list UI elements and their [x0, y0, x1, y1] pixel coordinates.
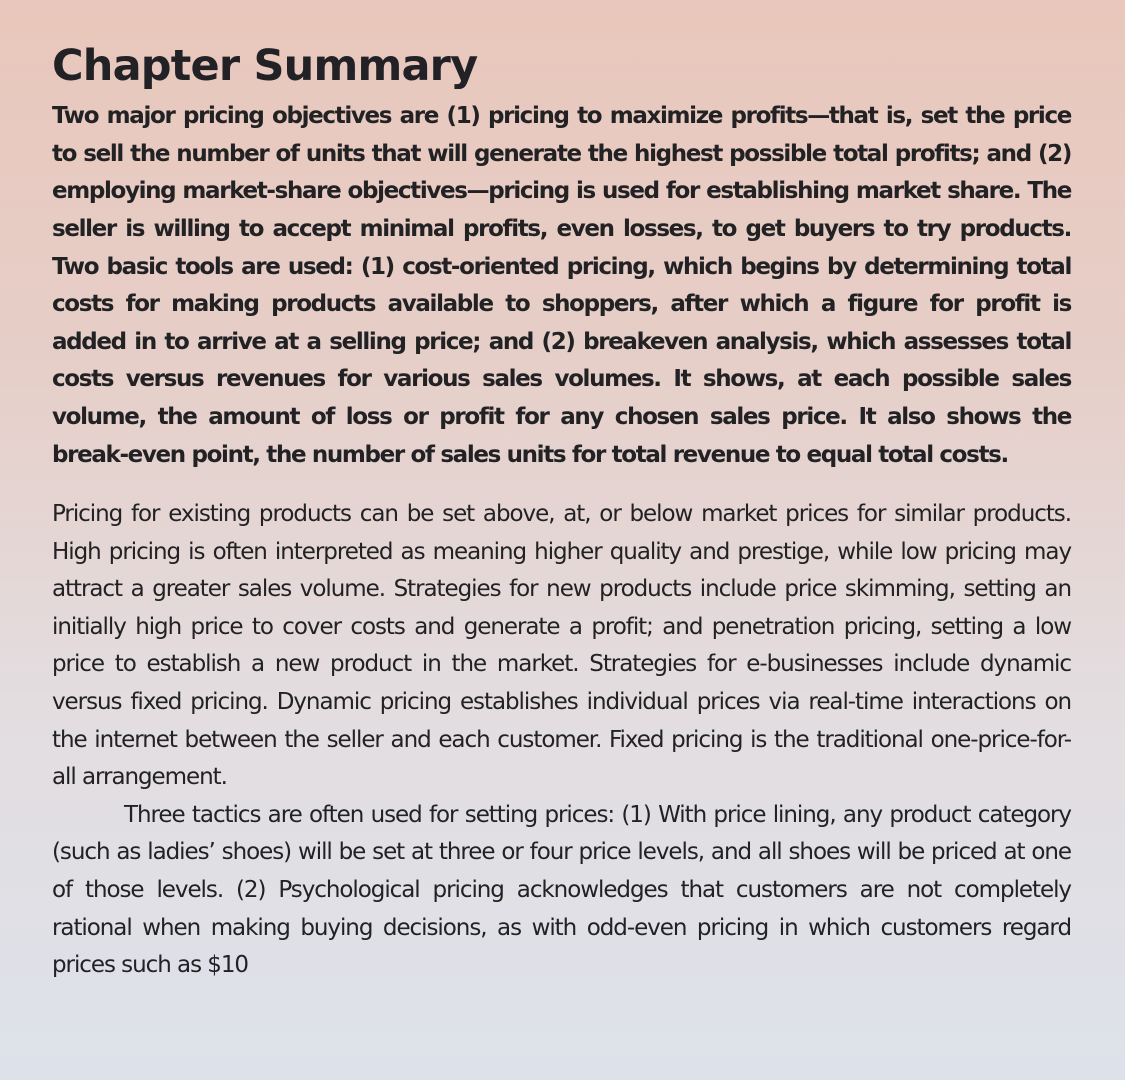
summary-paragraph-1: Two major pricing objectives are (1) pricing to maximize profits—that is, set the price to sell the number of units that will generate the highest possible total profits; and (2) employing market-share objectives—pricing is used for establishing market share. The seller is willing to accept minimal profits, even losses, to get buyers to try products. Two basic tools are used: (1) cost-oriented pricing, which begins by determining total costs for making products available to shoppers, after which a figure for profit is added in to arrive at a selling price; and (2) breakeven analysis, which assesses total costs versus revenues for various sales volumes. It shows, at each possible sales volume, the amount of loss or profit for any chosen sales price. It also shows the break-even point, the number of sales units for total revenue to equal total costs. — [52, 103, 1071, 468]
summary-paragraph-3: Three tactics are often used for setting prices: (1) With price lining, any product category (such as ladies’ shoes) will be set at three or four price levels, and all shoes will be priced at one of those levels. (2) Psychological pricing acknowledges that customers are not completely rational when making buying decisions, as with odd-even pricing in which customers regard prices such as $10 — [52, 801, 1071, 979]
chapter-title: Chapter Summary — [52, 41, 478, 91]
summary-paragraph-2: Pricing for existing products can be set above, at, or below market prices for similar products. High pricing is often interpreted as meaning higher quality and prestige, while low pricing may attract a greater sales volume. Strategies for new products include price skimming, setting an initially high price to cover costs and generate a profit; and penetration pricing, setting a low price to establish a new product in the market. Strategies for e-businesses include dynamic versus fixed pricing. Dynamic pricing establishes individual prices via real-time interactions on the internet between the seller and each customer. Fixed pricing is the traditional one-price-for-all arrangement. — [52, 501, 1071, 791]
